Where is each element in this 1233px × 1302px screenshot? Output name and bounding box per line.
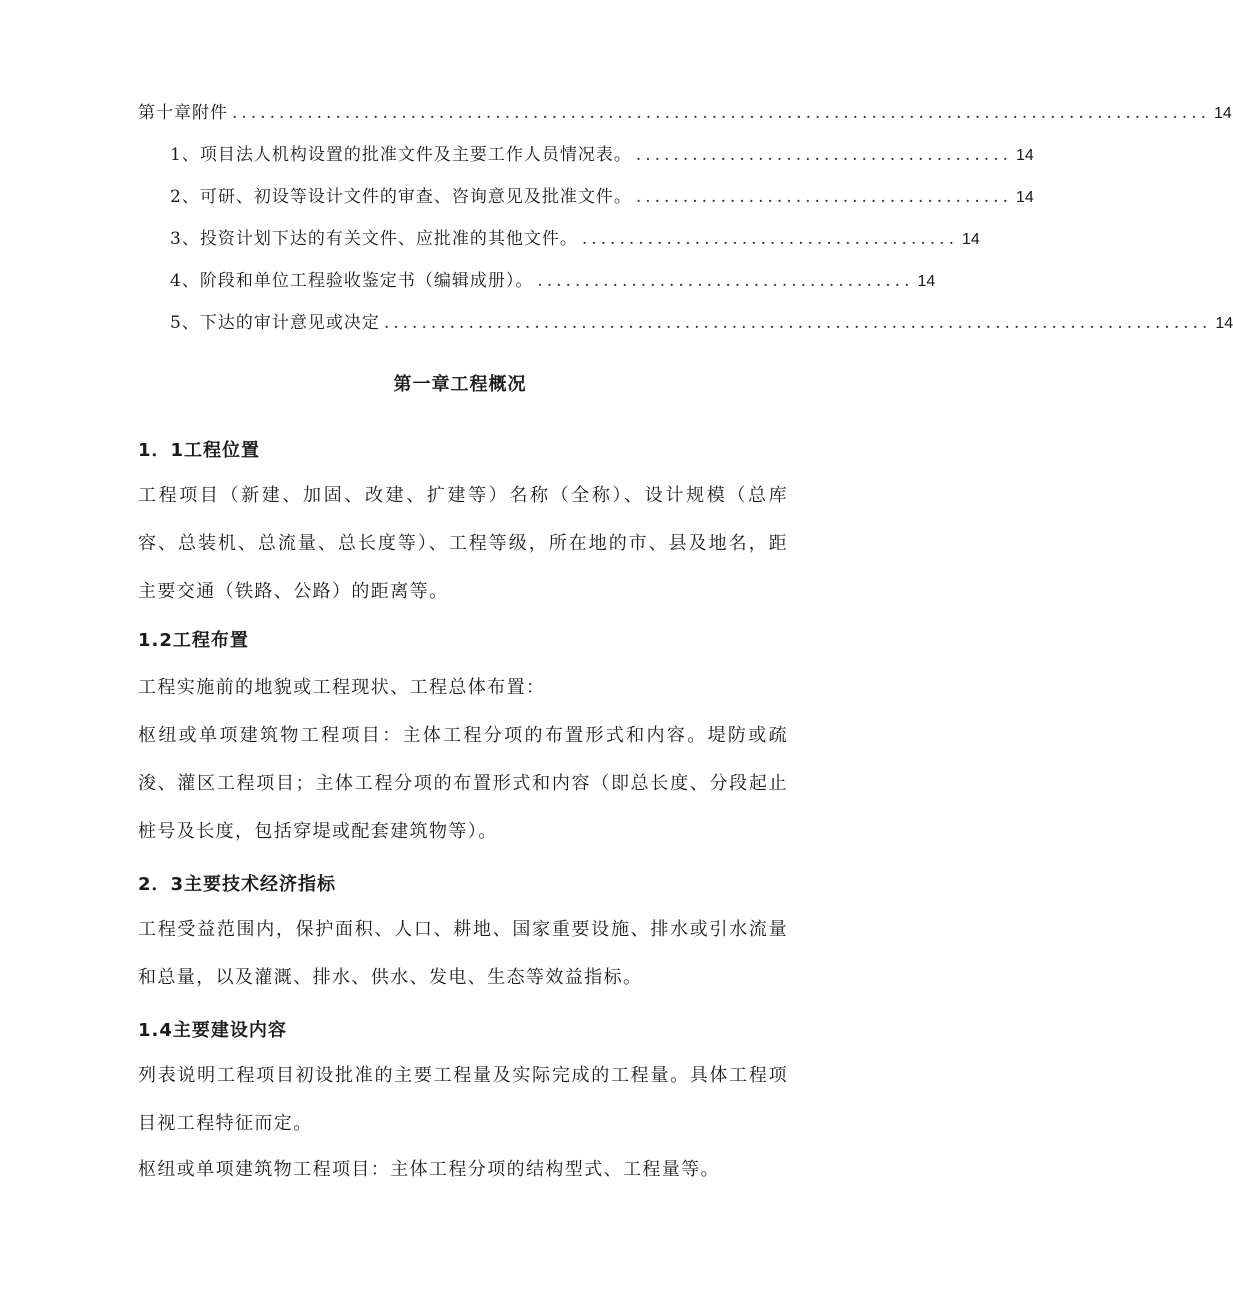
toc-line-item-3[interactable] [170,226,980,252]
toc-title: 1、项目法人机构设置的批准文件及主要工作人员情况表。 [170,145,632,165]
toc-title: 3、投资计划下达的有关文件、应批准的其他文件。 [170,229,578,249]
paragraph: 工程受益范围内，保护面积、人口、耕地、国家重要设施、排水或引水流量和总量，以及灌溉、排水、供水、发电、生态等效益指标。 [138,919,788,988]
toc-line-item-4[interactable] [170,268,936,294]
toc-page-number: 14 [1015,189,1034,206]
toc-leader-dots: ........................................ [635,145,1012,165]
section-heading-1-1: 1．1工程位置 [138,440,261,461]
toc-line-item-1[interactable] [170,142,1034,168]
toc-page-number: 14 [1215,315,1233,332]
toc-title: 4、阶段和单位工程验收鉴定书（编辑成册）。 [170,271,534,291]
section-heading-1-4: 1.4主要建设内容 [138,1020,287,1041]
toc-leader-dots: ........................................ [635,187,1012,207]
toc-leader-dots: ........................................................................................ [383,313,1212,333]
toc-line-item-5[interactable] [170,310,1233,336]
toc-page-number: 14 [1214,105,1232,122]
toc-page-number: 14 [961,231,980,248]
toc-leader-dots: ........................................ [537,271,914,291]
toc-page-number: 14 [1015,147,1034,164]
section-heading-1-2: 1.2工程布置 [138,630,249,651]
paragraph: 工程实施前的地貌或工程现状、工程总体布置： [138,677,546,698]
toc-leader-dots: ........................................................................................................ [232,103,1210,123]
toc-line-chapter-10[interactable] [138,100,1232,126]
toc-page-number: 14 [917,273,936,290]
paragraph: 列表说明工程项目初设批准的主要工程量及实际完成的工程量。具体工程项目视工程特征而定。 [138,1065,788,1134]
toc-line-item-2[interactable] [170,184,1034,210]
paragraph: 枢纽或单项建筑物工程项目：主体工程分项的布置形式和内容。堤防或疏浚、灌区工程项目；主体工程分项的布置形式和内容（即总长度、分段起止桩号及长度，包括穿堤或配套建筑物等）。 [138,725,788,842]
paragraph: 工程项目（新建、加固、改建、扩建等）名称（全称）、设计规模（总库容、总装机、总流量、总长度等）、工程等级，所在地的市、县及地名，距主要交通（铁路、公路）的距离等。 [138,485,788,602]
toc-leader-dots: ........................................ [581,229,958,249]
toc-title: 2、可研、初设等设计文件的审查、咨询意见及批准文件。 [170,187,632,207]
chapter-title: 第一章工程概况 [393,374,527,395]
toc-title: 5、下达的审计意见或决定 [170,313,380,333]
toc-title: 第十章附件 [138,103,228,123]
paragraph: 枢纽或单项建筑物工程项目：主体工程分项的结构型式、工程量等。 [138,1159,720,1180]
section-heading-2-3: 2．3主要技术经济指标 [138,874,337,895]
